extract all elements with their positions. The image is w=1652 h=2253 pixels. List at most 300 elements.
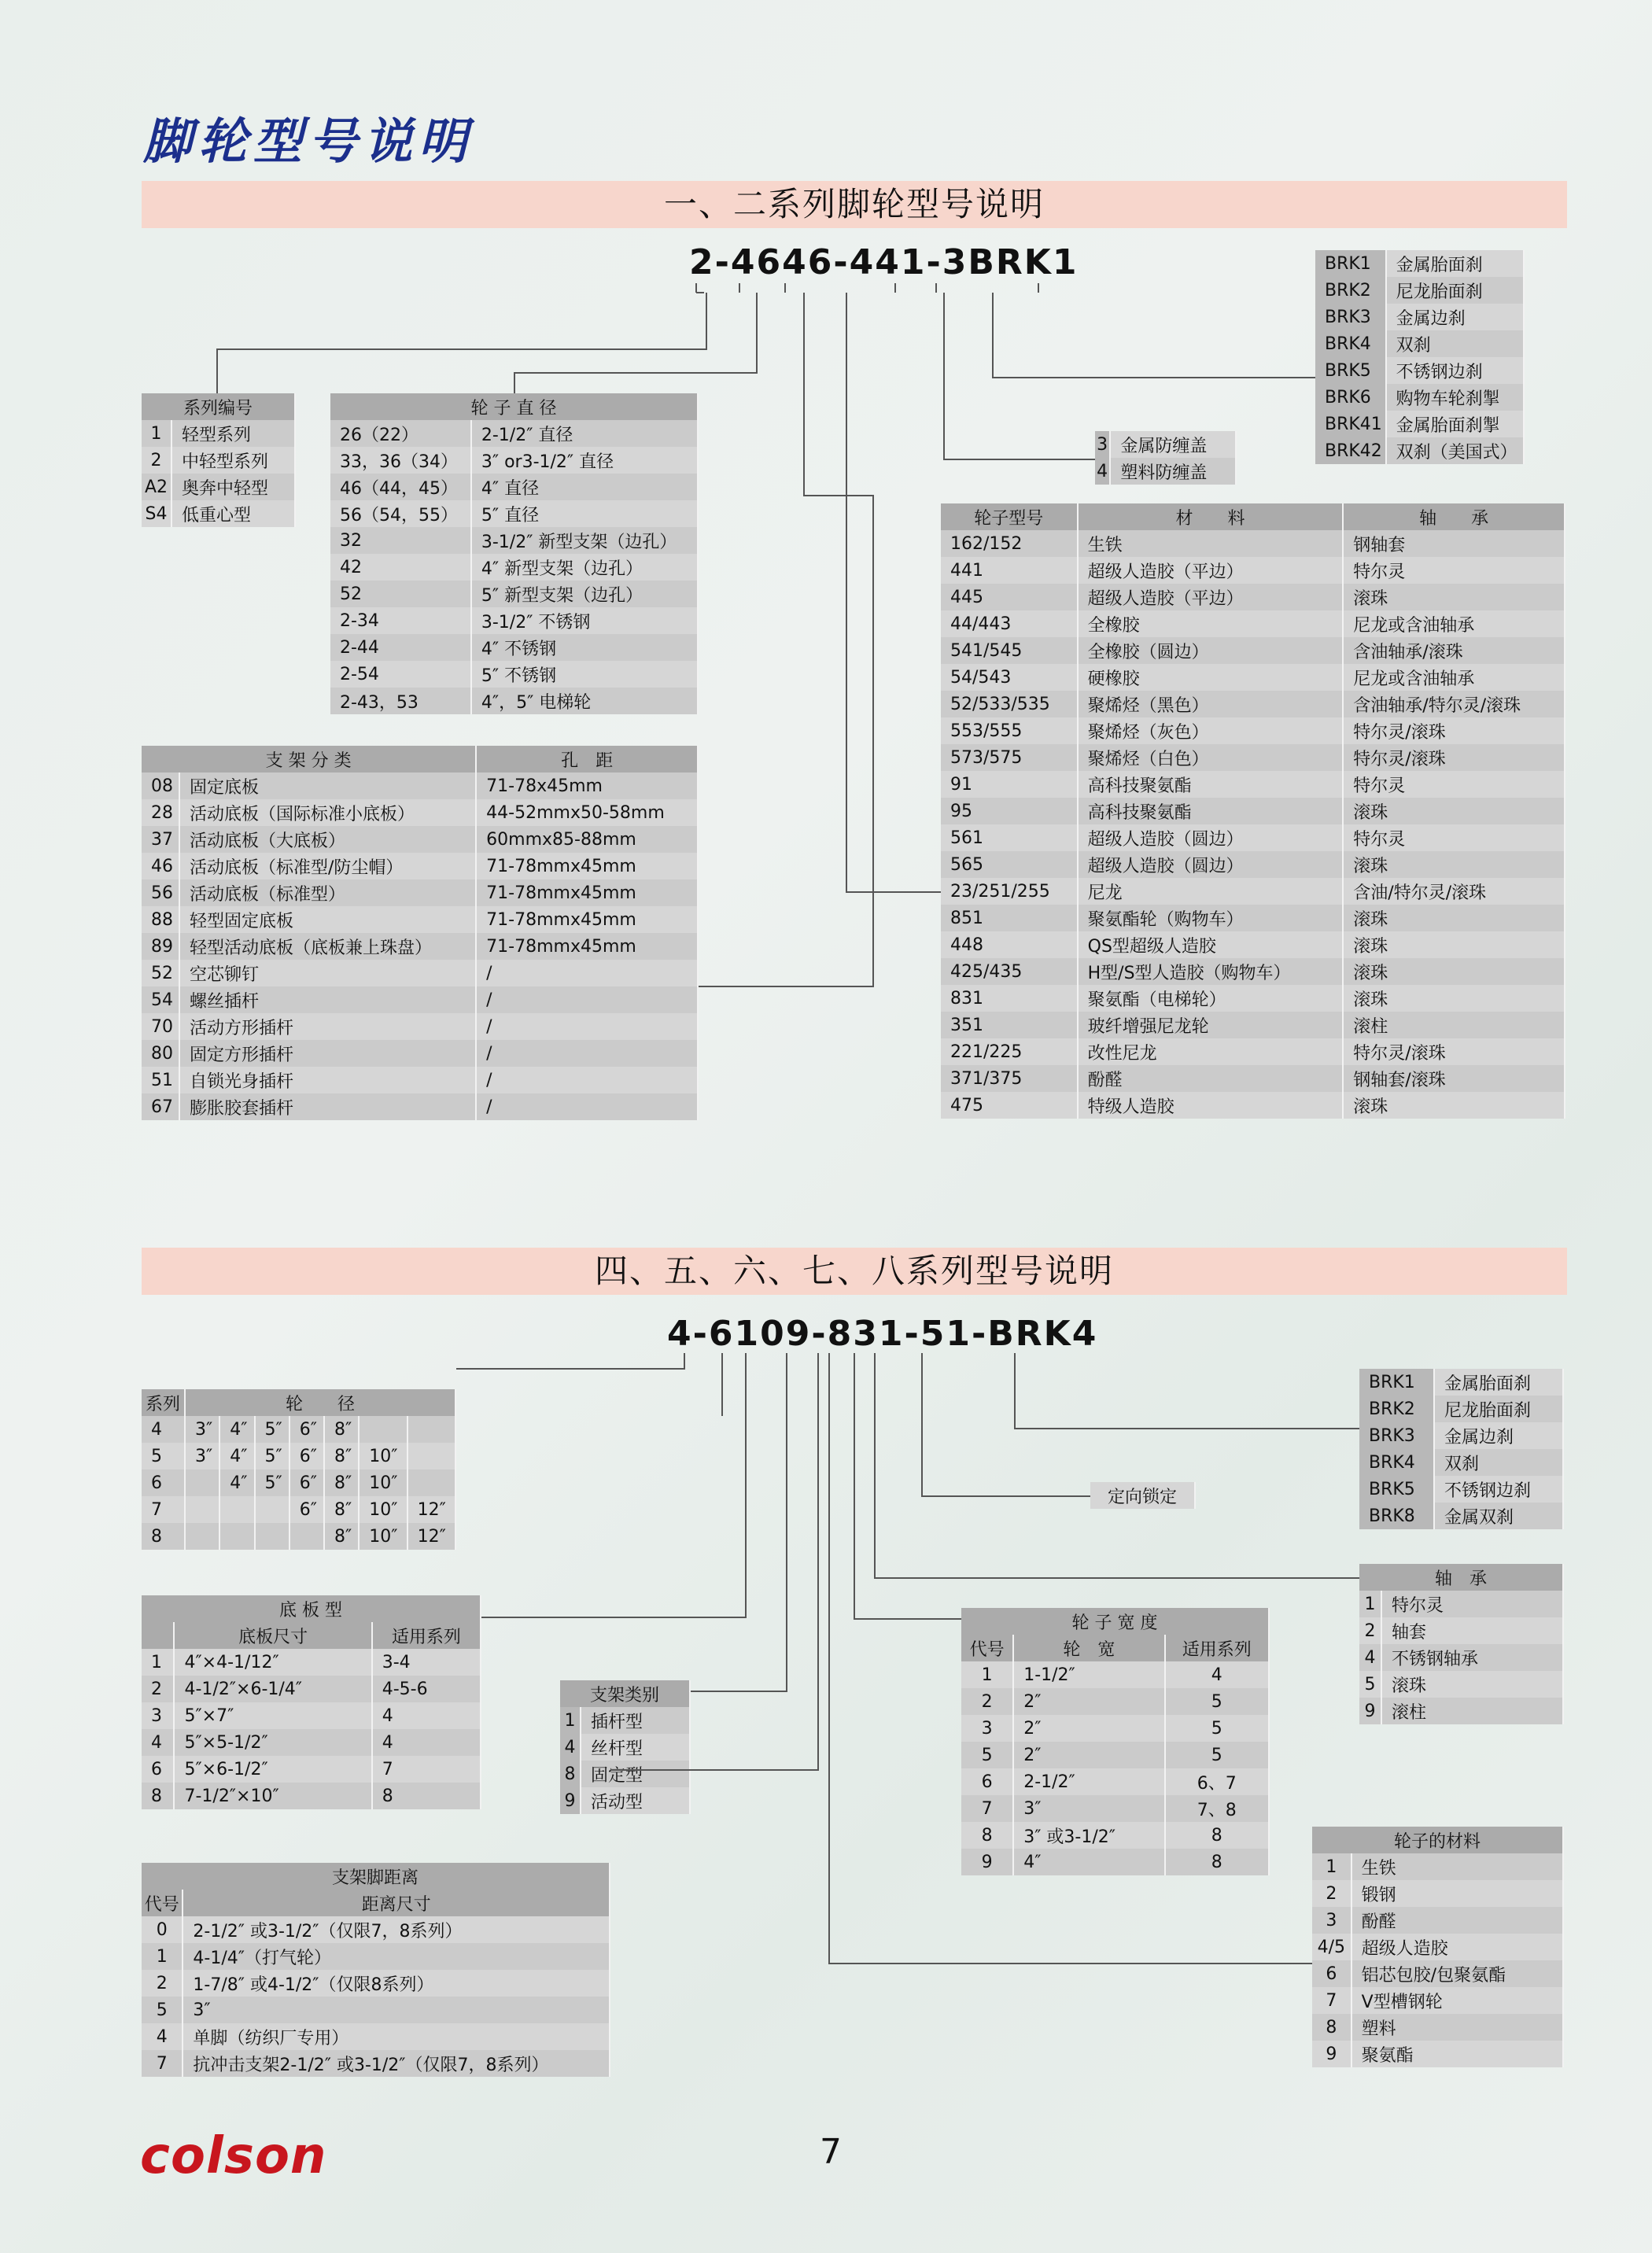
table-cell: BRK4 (1315, 330, 1386, 357)
table-cell: 8 (1165, 1822, 1269, 1849)
table-cell: 32 (330, 527, 471, 554)
table-cell: 7 (142, 2050, 183, 2077)
table-cell: 活动型 (581, 1787, 690, 1814)
table-cell: 金属双刹 (1434, 1503, 1563, 1529)
table-header: 孔 距 (476, 746, 698, 773)
table-cell: 硬橡胶 (1078, 664, 1344, 691)
table-cell: 5 (961, 1742, 1013, 1768)
table-cell: 7 (142, 1496, 185, 1523)
table-cell: 9 (1312, 2041, 1351, 2067)
table-cell: 2″ (1013, 1742, 1164, 1768)
table-cell: 2-34 (330, 607, 471, 634)
table-cell: 4 (372, 1729, 481, 1756)
table-cell: 441 (941, 557, 1078, 584)
table-cell: 聚烯烃（灰色） (1078, 717, 1344, 744)
table-cell: 5″ (255, 1416, 289, 1443)
table-cell: 4 (142, 1729, 174, 1756)
table-cell: 不锈钢轴承 (1381, 1644, 1563, 1671)
table-header: 支架类别 (560, 1680, 690, 1707)
table-cell: 573/575 (941, 744, 1078, 771)
table-cell: 固定型 (581, 1761, 690, 1787)
table-cell: 2 (1359, 1617, 1381, 1644)
table-cell: 生铁 (1351, 1853, 1563, 1880)
table-cell: 3″ (1013, 1795, 1164, 1822)
table-header: 系列 (142, 1389, 185, 1416)
table-cell: 特尔灵/滚珠 (1343, 1038, 1565, 1065)
table-cell: 3 (961, 1715, 1013, 1742)
table-header: 适用系列 (372, 1622, 481, 1649)
table-cell: 831 (941, 985, 1078, 1012)
table-cell: 6、7 (1165, 1768, 1269, 1795)
table-cell: 8 (372, 1783, 481, 1809)
table-header: 代号 (142, 1890, 183, 1916)
table-cell: BRK3 (1359, 1422, 1434, 1449)
table-cell: 4″ 不锈钢 (471, 634, 698, 661)
table-cell: 8 (1312, 2014, 1351, 2041)
table-cell: / (476, 986, 698, 1013)
table-cell: 89 (142, 933, 179, 960)
table-cell: 12″ (407, 1496, 455, 1523)
table-cell: 52 (142, 960, 179, 986)
table-cell: 特尔灵 (1381, 1591, 1563, 1617)
table-cell: 定向锁定 (1090, 1482, 1195, 1509)
table-cell: 2 (1312, 1880, 1351, 1907)
table-cell: 541/545 (941, 637, 1078, 664)
table-cell: / (476, 1040, 698, 1067)
table-cell: BRK3 (1315, 304, 1386, 330)
table-header: 支架脚距离 (142, 1863, 610, 1890)
table-cell: H型/S型人造胶（购物车） (1078, 958, 1344, 985)
table-cell: 2 (142, 447, 171, 474)
table-cell: 聚烯烃（白色） (1078, 744, 1344, 771)
table-cell: 71-78mmx45mm (476, 853, 698, 879)
table-cell: 高科技聚氨酯 (1078, 798, 1344, 824)
table-cell: 4-1/4″（打气轮） (183, 1943, 610, 1970)
table-cell: 尼龙胎面刹 (1434, 1396, 1563, 1422)
table-cell: 2-43，53 (330, 688, 471, 714)
page-number: 7 (820, 2132, 842, 2172)
table-header: 底 板 型 (142, 1595, 481, 1622)
table-cell: 锻钢 (1351, 1880, 1563, 1907)
table-cell: 滚珠 (1343, 931, 1565, 958)
table-cell: BRK2 (1315, 277, 1386, 304)
table-cell: 螺丝插杆 (179, 986, 476, 1013)
table-header: 材 料 (1078, 503, 1344, 530)
table-cell: 12″ (407, 1523, 455, 1550)
table-cell: 含油轴承/特尔灵/滚珠 (1343, 691, 1565, 717)
table-cell: 08 (142, 773, 179, 799)
table-cell: 7 (372, 1756, 481, 1783)
table-cell: 7 (961, 1795, 1013, 1822)
table-cell: 4-5-6 (372, 1676, 481, 1702)
table-cell: 3-4 (372, 1649, 481, 1676)
table-cell: 塑料 (1351, 2014, 1563, 2041)
table-cell: 8″ (324, 1469, 359, 1496)
table-cell: 8 (961, 1822, 1013, 1849)
table-cell: 聚氨酯轮（购物车） (1078, 905, 1344, 931)
table-cell: 71-78x45mm (476, 773, 698, 799)
table-cell: 1 (142, 1649, 174, 1676)
table-cell: BRK4 (1359, 1449, 1434, 1476)
table-cell: 聚氨酯 (1351, 2041, 1563, 2067)
table-header: 底板尺寸 (174, 1622, 371, 1649)
table-cell: 8 (142, 1523, 185, 1550)
table-cell: BRK1 (1359, 1369, 1434, 1396)
table-cell: 生铁 (1078, 530, 1344, 557)
table-cell: 超级人造胶 (1351, 1934, 1563, 1960)
table-cell: 5″ 不锈钢 (471, 661, 698, 688)
table-cell: 2-1/2″ 直径 (471, 420, 698, 447)
table-cell: 28 (142, 799, 179, 826)
table-cell: BRK42 (1315, 437, 1386, 464)
table-header: 距离尺寸 (183, 1890, 610, 1916)
table-cell: 91 (941, 771, 1078, 798)
table-cell: 滚珠 (1343, 905, 1565, 931)
table-cell: 10″ (359, 1443, 407, 1469)
table-cell: BRK41 (1315, 411, 1386, 437)
table-cell: 67 (142, 1093, 179, 1120)
section2-model-code: 4-6109-831-51-BRK4 (667, 1314, 1098, 1354)
table-cell: 0 (142, 1916, 183, 1943)
section1-title: 一、二系列脚轮型号说明 (142, 181, 1567, 228)
table-cell: 双刹 (1386, 330, 1524, 357)
table-cell: 2-44 (330, 634, 471, 661)
table-cell: 3-1/2″ 不锈钢 (471, 607, 698, 634)
table-cell: 3″ or3-1/2″ 直径 (471, 447, 698, 474)
table-cell: 滚珠 (1343, 985, 1565, 1012)
table-cell: 8″ (324, 1443, 359, 1469)
table-cell: 滚珠 (1343, 1092, 1565, 1119)
table-cell: 超级人造胶（圆边） (1078, 851, 1344, 878)
table-cell: 滚珠 (1343, 958, 1565, 985)
table-cell: BRK5 (1359, 1476, 1434, 1503)
table-cell: 448 (941, 931, 1078, 958)
table-cell: 71-78mmx45mm (476, 879, 698, 906)
table-cell: 2 (961, 1688, 1013, 1715)
table-cell: 8 (560, 1761, 581, 1787)
table-cell: 5 (1359, 1671, 1381, 1698)
table-cell: 购物车轮刹掣 (1386, 384, 1524, 411)
table-cell: 4 (142, 1416, 185, 1443)
table-cell: 滚珠 (1343, 584, 1565, 610)
table-cell: 全橡胶（圆边） (1078, 637, 1344, 664)
table-cell: 5″ (255, 1469, 289, 1496)
table-cell: 滚珠 (1381, 1671, 1563, 1698)
table-cell: BRK2 (1359, 1396, 1434, 1422)
table-cell: 超级人造胶（平边） (1078, 557, 1344, 584)
table-cell: 54 (142, 986, 179, 1013)
table-cell: 1 (961, 1661, 1013, 1688)
table-cell: 抗冲击支架2-1/2″ 或3-1/2″（仅限7，8系列） (183, 2050, 610, 2077)
table-cell: 5″×5-1/2″ (174, 1729, 371, 1756)
table-cell: 351 (941, 1012, 1078, 1038)
table-cell: 中轻型系列 (171, 447, 295, 474)
table-cell: 滚珠 (1343, 798, 1565, 824)
table-cell: 1-7/8″ 或4-1/2″（仅限8系列） (183, 1970, 610, 1997)
table-cell: 5 (1165, 1742, 1269, 1768)
table-cell: 6 (1312, 1960, 1351, 1987)
table-cell: 玻纤增强尼龙轮 (1078, 1012, 1344, 1038)
table-cell: 5 (142, 1443, 185, 1469)
table-cell: 双刹 (1434, 1449, 1563, 1476)
table-cell: 活动底板（标准型） (179, 879, 476, 906)
table-cell: 9 (961, 1849, 1013, 1875)
table-cell: 80 (142, 1040, 179, 1067)
table-cell: 371/375 (941, 1065, 1078, 1092)
table-cell: 特尔灵/滚珠 (1343, 717, 1565, 744)
section2-title: 四、五、六、七、八系列型号说明 (142, 1248, 1567, 1295)
table-cell: 1 (142, 420, 171, 447)
table-cell: 特尔灵 (1343, 824, 1565, 851)
table-cell: 4 (560, 1734, 581, 1761)
table-cell: 4 (1359, 1644, 1381, 1671)
table-cell: 9 (1359, 1698, 1381, 1724)
table-cell: 金属边刹 (1386, 304, 1524, 330)
table-header: 轮 宽 (1013, 1635, 1164, 1661)
table-cell: / (476, 1013, 698, 1040)
table-cell: 4″×4-1/12″ (174, 1649, 371, 1676)
table-cell: / (476, 1093, 698, 1120)
table-cell: 特尔灵 (1343, 557, 1565, 584)
table-cell: 空芯铆钉 (179, 960, 476, 986)
table-cell: 全橡胶 (1078, 610, 1344, 637)
table-cell: 滚柱 (1343, 1012, 1565, 1038)
table-header: 轮子型号 (941, 503, 1078, 530)
table-cell: 4″ (1013, 1849, 1164, 1875)
table-cell: 3-1/2″ 新型支架（边孔） (471, 527, 698, 554)
table-cell: 3″ (183, 1997, 610, 2023)
table-cell: 尼龙或含油轴承 (1343, 610, 1565, 637)
table-cell: 酚醛 (1351, 1907, 1563, 1934)
table-cell: 7-1/2″×10″ (174, 1783, 371, 1809)
table-header: 轴 承 (1343, 503, 1565, 530)
table-cell: A2 (142, 474, 171, 500)
table-cell: 低重心型 (171, 500, 295, 527)
table-cell: 4 (142, 2023, 183, 2050)
table-cell: 2-54 (330, 661, 471, 688)
table-cell: 不锈钢边刹 (1434, 1476, 1563, 1503)
table-cell: 3 (1095, 431, 1110, 458)
table-cell: 轻型固定底板 (179, 906, 476, 933)
table-cell: 特级人造胶 (1078, 1092, 1344, 1119)
table-cell: 不锈钢边刹 (1386, 357, 1524, 384)
table-cell: 2-1/2″ 或3-1/2″（仅限7，8系列） (183, 1916, 610, 1943)
table-cell: 铝芯包胶/包聚氨酯 (1351, 1960, 1563, 1987)
table-cell: 4″ 新型支架（边孔） (471, 554, 698, 581)
table-cell: 10″ (359, 1496, 407, 1523)
table-cell: 含油/特尔灵/滚珠 (1343, 878, 1565, 905)
table-cell: 超级人造胶（平边） (1078, 584, 1344, 610)
table-cell: 4″ (219, 1416, 254, 1443)
table-cell: 56（54，55） (330, 500, 471, 527)
table-cell: 含油轴承/滚珠 (1343, 637, 1565, 664)
table-cell: 8″ (324, 1496, 359, 1523)
table-cell: 金属边刹 (1434, 1422, 1563, 1449)
table-cell: 超级人造胶（圆边） (1078, 824, 1344, 851)
table-cell: 4 (1165, 1661, 1269, 1688)
table-cell: 活动底板（大底板） (179, 826, 476, 853)
table-cell: 3 (142, 1702, 174, 1729)
table-cell: BRK6 (1315, 384, 1386, 411)
table-header: 轮 子 直 径 (330, 393, 698, 420)
table-cell: 轴套 (1381, 1617, 1563, 1644)
table-cell: 金属胎面刹掣 (1386, 411, 1524, 437)
table-cell: 88 (142, 906, 179, 933)
table-cell: 改性尼龙 (1078, 1038, 1344, 1065)
table-cell: BRK8 (1359, 1503, 1434, 1529)
table-cell: 轻型系列 (171, 420, 295, 447)
table-cell: 1 (1359, 1591, 1381, 1617)
table-cell: 851 (941, 905, 1078, 931)
table-cell: 71-78mmx45mm (476, 906, 698, 933)
table-cell: 4-1/2″×6-1/4″ (174, 1676, 371, 1702)
table-cell: 4 (372, 1702, 481, 1729)
table-cell: 70 (142, 1013, 179, 1040)
table-cell: 5″ 新型支架（边孔） (471, 581, 698, 607)
table-cell: 5 (142, 1997, 183, 2023)
table-cell: 7、8 (1165, 1795, 1269, 1822)
page-title: 脚轮型号说明 (143, 112, 474, 170)
table-cell: 尼龙胎面刹 (1386, 277, 1524, 304)
table-cell: 3 (1312, 1907, 1351, 1934)
table-cell: 钢轴套/滚珠 (1343, 1065, 1565, 1092)
table-cell: 221/225 (941, 1038, 1078, 1065)
table-cell: 高科技聚氨酯 (1078, 771, 1344, 798)
table-cell: 8″ (324, 1523, 359, 1550)
table-cell: 54/543 (941, 664, 1078, 691)
table-cell: / (476, 960, 698, 986)
table-cell: 6″ (289, 1416, 324, 1443)
table-cell: 轻型活动底板（底板兼上珠盘） (179, 933, 476, 960)
table-header: 轮 子 宽 度 (961, 1608, 1269, 1635)
table-cell: 60mmx85-88mm (476, 826, 698, 853)
table-cell: 10″ (359, 1469, 407, 1496)
table-cell: 滚珠 (1343, 851, 1565, 878)
table-cell: 5″ 直径 (471, 500, 698, 527)
table-header: 轮 径 (185, 1389, 455, 1416)
table-cell: 固定方形插杆 (179, 1040, 476, 1067)
table-cell: 561 (941, 824, 1078, 851)
table-cell: 6 (142, 1756, 174, 1783)
table-cell: V型槽钢轮 (1351, 1987, 1563, 2014)
table-cell: 8 (142, 1783, 174, 1809)
table-cell: 52/533/535 (941, 691, 1078, 717)
table-cell: 33，36（34） (330, 447, 471, 474)
table-cell: 特尔灵 (1343, 771, 1565, 798)
table-cell: 9 (560, 1787, 581, 1814)
table-cell: 5 (1165, 1715, 1269, 1742)
table-cell: 2-1/2″ (1013, 1768, 1164, 1795)
table-cell: 52 (330, 581, 471, 607)
table-cell: 尼龙或含油轴承 (1343, 664, 1565, 691)
table-cell: 插杆型 (581, 1707, 690, 1734)
table-cell: 聚氨酯（电梯轮） (1078, 985, 1344, 1012)
table-cell: 单脚（纺织厂专用） (183, 2023, 610, 2050)
table-cell: 1 (560, 1707, 581, 1734)
table-cell: 金属胎面刹 (1434, 1369, 1563, 1396)
table-cell: 23/251/255 (941, 878, 1078, 905)
table-cell: 4/5 (1312, 1934, 1351, 1960)
table-cell: 膨胀胶套插杆 (179, 1093, 476, 1120)
table-cell: 滚柱 (1381, 1698, 1563, 1724)
table-cell: 5 (1165, 1688, 1269, 1715)
table-cell: 56 (142, 879, 179, 906)
table-cell: 2″ (1013, 1715, 1164, 1742)
table-cell: 2″ (1013, 1688, 1164, 1715)
table-cell: 钢轴套 (1343, 530, 1565, 557)
table-cell: 4″ (219, 1443, 254, 1469)
table-cell: 2 (142, 1970, 183, 1997)
table-cell: 2 (142, 1676, 174, 1702)
table-cell: 6″ (289, 1496, 324, 1523)
table-cell: 尼龙 (1078, 878, 1344, 905)
table-cell: 445 (941, 584, 1078, 610)
table-cell: 44-52mmx50-58mm (476, 799, 698, 826)
table-cell: 活动底板（国际标准小底板） (179, 799, 476, 826)
table-cell: BRK1 (1315, 250, 1386, 277)
table-cell: 金属胎面刹 (1386, 250, 1524, 277)
table-cell: 8″ (324, 1416, 359, 1443)
table-cell: S4 (142, 500, 171, 527)
table-cell: 565 (941, 851, 1078, 878)
table-cell: 425/435 (941, 958, 1078, 985)
table-cell: BRK5 (1315, 357, 1386, 384)
table-cell: 37 (142, 826, 179, 853)
table-cell: 4″ 直径 (471, 474, 698, 500)
table-cell: 3″ (185, 1443, 219, 1469)
table-cell: 6 (961, 1768, 1013, 1795)
table-cell: 44/443 (941, 610, 1078, 637)
table-cell: 46（44，45） (330, 474, 471, 500)
table-cell: 5″×6-1/2″ (174, 1756, 371, 1783)
table-cell: 10″ (359, 1523, 407, 1550)
table-cell: 26（22） (330, 420, 471, 447)
table-header: 代号 (961, 1635, 1013, 1661)
table-cell: 4 (1095, 458, 1110, 485)
table-cell: 51 (142, 1067, 179, 1093)
table-cell: 4″ (219, 1469, 254, 1496)
table-cell: 5″ (255, 1443, 289, 1469)
table-cell: 固定底板 (179, 773, 476, 799)
table-header: 轮子的材料 (1312, 1827, 1563, 1853)
table-cell: 丝杆型 (581, 1734, 690, 1761)
table-cell: 6 (142, 1469, 185, 1496)
table-cell: 553/555 (941, 717, 1078, 744)
table-cell: 3″ (185, 1416, 219, 1443)
table-cell: 1 (142, 1943, 183, 1970)
table-header: 系列编号 (142, 393, 295, 420)
table-cell: 95 (941, 798, 1078, 824)
table-cell: 4″，5″ 电梯轮 (471, 688, 698, 714)
table-cell: 塑料防缠盖 (1110, 458, 1236, 485)
table-cell: 双刹（美国式） (1386, 437, 1524, 464)
table-cell: 42 (330, 554, 471, 581)
table-cell: 6″ (289, 1443, 324, 1469)
table-cell: 8 (1165, 1849, 1269, 1875)
section1-model-code: 2-4646-441-3BRK1 (689, 242, 1079, 282)
table-cell: 71-78mmx45mm (476, 933, 698, 960)
table-cell: 7 (1312, 1987, 1351, 2014)
table-cell: 活动底板（标准型/防尘帽） (179, 853, 476, 879)
table-cell: / (476, 1067, 698, 1093)
table-cell: 6″ (289, 1469, 324, 1496)
colson-logo: colson (140, 2127, 327, 2185)
table-cell: 特尔灵/滚珠 (1343, 744, 1565, 771)
table-header: 适用系列 (1165, 1635, 1269, 1661)
table-cell: 475 (941, 1092, 1078, 1119)
table-cell: 5″×7″ (174, 1702, 371, 1729)
table-cell: 金属防缠盖 (1110, 431, 1236, 458)
